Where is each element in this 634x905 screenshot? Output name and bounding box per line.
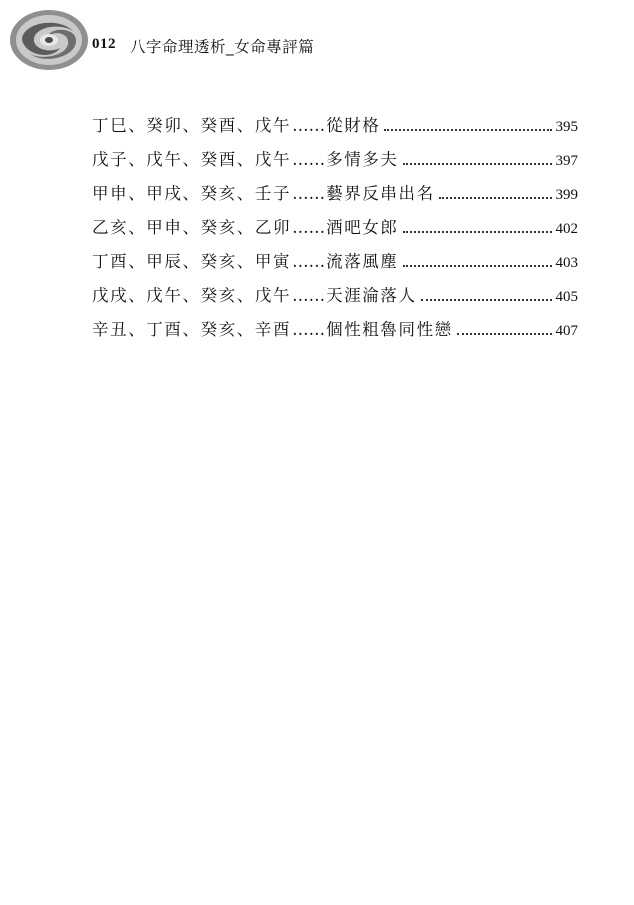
toc-entry-separator: …… — [292, 320, 326, 339]
toc-entry-separator: …… — [292, 184, 326, 203]
toc-entry-title: 多情多夫 — [326, 150, 399, 169]
dot-leader — [403, 231, 552, 233]
dot-leader — [403, 163, 552, 165]
toc-entry-page: 403 — [555, 255, 578, 271]
toc-entry-separator: …… — [292, 286, 326, 305]
toc-entry[interactable] — [92, 248, 578, 282]
toc-entry[interactable] — [92, 180, 578, 214]
toc-entry[interactable] — [92, 146, 578, 180]
toc-entry-title: 個性粗魯同性戀 — [326, 320, 453, 339]
dot-leader — [384, 129, 551, 131]
toc-entry-page: 405 — [555, 289, 578, 305]
dot-leader — [457, 333, 552, 335]
toc-entry-separator: …… — [292, 116, 326, 135]
toc-entry-pillars: 丁巳、癸卯、癸酉、戊午 — [92, 116, 292, 135]
page-header — [0, 0, 634, 80]
toc-entry-pillars: 戊戌、戊午、癸亥、戊午 — [92, 286, 292, 305]
toc-entry-separator: …… — [292, 218, 326, 237]
toc-entry-title: 藝界反串出名 — [326, 184, 435, 203]
toc-entry-page: 395 — [555, 119, 578, 135]
toc-entry-page: 399 — [555, 187, 578, 203]
page-number: 012 — [92, 36, 116, 52]
toc-entry[interactable] — [92, 112, 578, 146]
toc-entry-page: 397 — [555, 153, 578, 169]
toc-entry-separator: …… — [292, 252, 326, 271]
toc-entry-title: 從財格 — [326, 116, 381, 135]
toc-entry-pillars: 丁酉、甲辰、癸亥、甲寅 — [92, 252, 292, 271]
dot-leader — [439, 197, 552, 199]
toc-entry-page: 402 — [555, 221, 578, 237]
toc-entry-pillars: 乙亥、甲申、癸亥、乙卯 — [92, 218, 292, 237]
toc-entry-title: 流落風塵 — [326, 252, 399, 271]
book-title: 八字命理透析_女命專評篇 — [130, 38, 315, 56]
toc-entry[interactable] — [92, 282, 578, 316]
toc-entry-separator: …… — [292, 150, 326, 169]
table-of-contents — [92, 112, 578, 350]
toc-entry-pillars: 辛丑、丁酉、癸亥、辛酉 — [92, 320, 292, 339]
toc-entry-pillars: 甲申、甲戌、癸亥、壬子 — [92, 184, 292, 203]
toc-entry-title: 天涯淪落人 — [326, 286, 417, 305]
toc-entry-title: 酒吧女郎 — [326, 218, 399, 237]
toc-entry-pillars: 戊子、戊午、癸酉、戊午 — [92, 150, 292, 169]
toc-entry[interactable] — [92, 316, 578, 350]
toc-entry[interactable] — [92, 214, 578, 248]
swirl-logo-icon — [8, 8, 90, 72]
dot-leader — [421, 299, 552, 301]
toc-entry-page: 407 — [555, 323, 578, 339]
dot-leader — [403, 265, 552, 267]
